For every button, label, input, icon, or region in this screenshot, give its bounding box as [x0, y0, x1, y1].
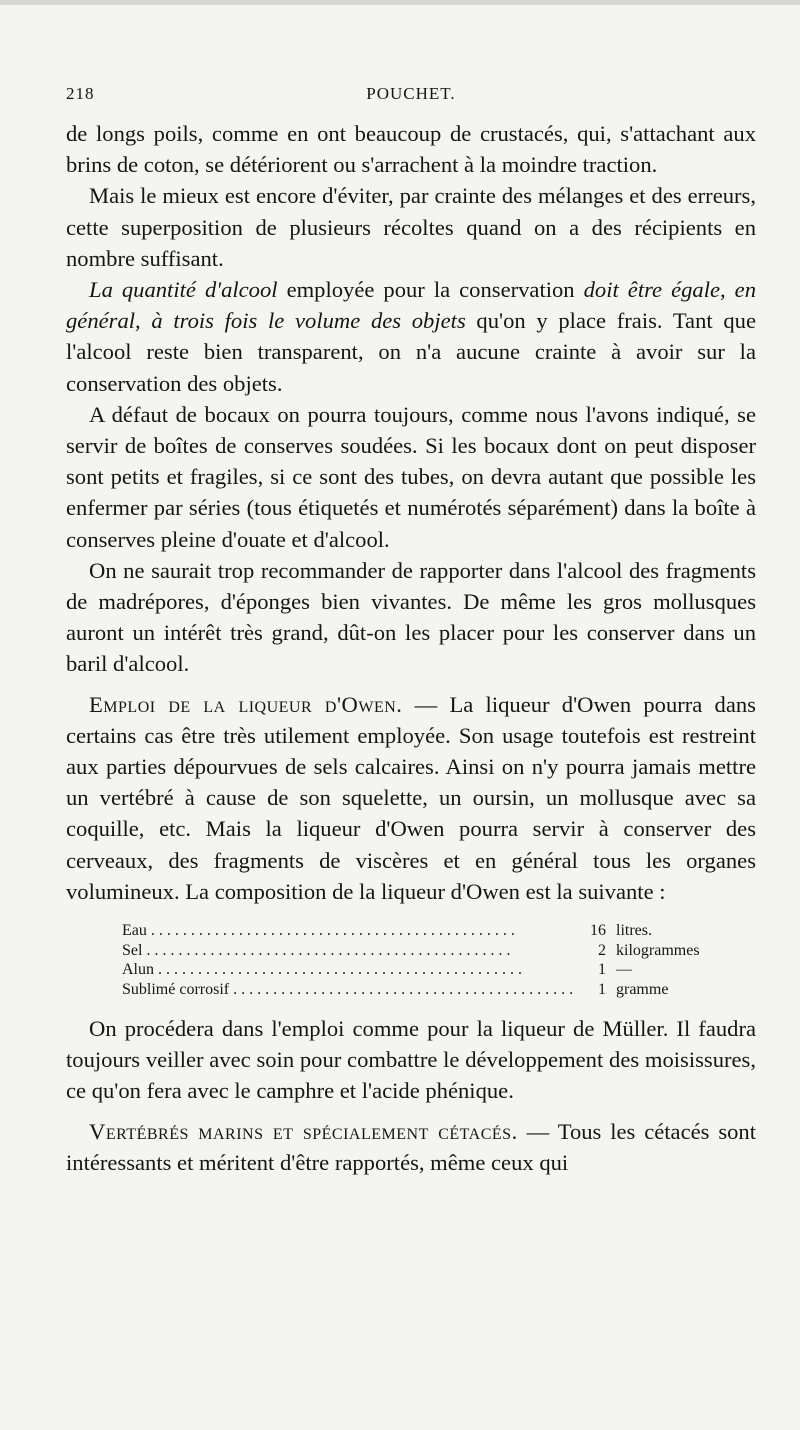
paragraph-7: On procédera dans l'emploi comme pour la liqueur de Müller. Il faudra toujours veiller avec soin pour combattre le développement des moisissures, ce qu'on fera avec le camphre et l'acide phénique. — [66, 1016, 756, 1104]
ingredient-name: Sublimé corrosif . . . — [122, 980, 574, 1000]
ingredient-unit: litres. — [616, 922, 652, 940]
body-text — [66, 118, 756, 1178]
ingredient-unit: gramme — [616, 980, 669, 998]
paragraph-3-text-1 — [196, 277, 205, 302]
paragraph-3 — [66, 274, 756, 399]
paragraph-6 — [66, 689, 756, 907]
paragraph-8 — [66, 1116, 756, 1178]
recipe-row — [122, 980, 702, 1000]
recipe-row — [122, 941, 702, 961]
recipe-row — [122, 960, 702, 980]
paragraph-4: A défaut de bocaux on pourra toujours, comme nous l'avons indiqué, se servir de boîtes de conserves soudées. Si les bocaux dont on peut disposer sont petits et fragiles, si ce sont des tubes, on devra autant que possible les enfermer par séries (tous étiquetés et numérotés séparément) dans la boîte à conserves pleine d'ouate et d'alcool. — [66, 401, 756, 552]
section-heading-cetaces: Vertébrés marins et spécialement cétacés. — [89, 1118, 518, 1144]
paragraph-1: de longs poils, comme en ont beaucoup de crustacés, qui, s'attachant aux brins de coton, se détériorent ou s'arrachent à la moindre traction. — [66, 121, 756, 178]
italic-phrase-2: d'alcool — [204, 277, 278, 303]
paragraph-8-text: — Tous les cétacés sont intéressants et méritent d'être rapportés, même ceux qui — [66, 1118, 756, 1175]
ingredient-name: Sel . . . — [122, 941, 574, 961]
recipe-row — [122, 921, 702, 941]
section-heading-owen: Emploi de la liqueur d'Owen. — [89, 691, 403, 717]
paragraph-3-text-2: employée pour la conservation — [277, 277, 584, 303]
italic-phrase-3: doit être égale, en général, à trois fois le volume des objets — [66, 277, 756, 334]
running-header — [66, 84, 756, 108]
scan-top-edge — [0, 0, 800, 5]
ingredient-quantity: 16 — [590, 922, 606, 940]
ingredient-quantity: 1 — [598, 980, 606, 998]
paragraph-2: Mais le mieux est encore d'éviter, par crainte des mélanges et des erreurs, cette superposition de plusieurs récoltes quand on a des récipients en nombre suffisant. — [66, 183, 756, 271]
ingredient-unit: kilogrammes — [616, 941, 700, 959]
italic-phrase-1: La quantité — [89, 277, 196, 303]
ingredient-quantity: 2 — [598, 941, 606, 959]
ingredient-quantity: 1 — [598, 961, 606, 979]
paragraph-6-text: — La liqueur d'Owen pourra dans certains cas être très utilement employée. Son usage toutefois est restreint aux parties dépourvues de sels calcaires. Ainsi on n'y pourra jamais mettre un vertébré à cause de son squelette, un oursin, un mollusque avec sa coquille, etc. Mais la liqueur d'Owen pourra servir à conserver des cerveaux, des fragments de viscères et en général tous les organes volumineux. La composition de la liqueur d'Owen est la suivante : — [66, 691, 756, 904]
paragraph-3-text-3: qu'on y place frais. Tant que l'alcool reste bien transparent, on n'a aucune crainte à avoir sur la conservation des objets. — [66, 308, 756, 396]
ingredient-name: Eau . . . — [122, 921, 574, 941]
ingredient-name: Alun . . . — [122, 960, 574, 980]
page-number: 218 — [66, 84, 95, 103]
recipe-table — [122, 921, 702, 999]
paragraph-5: On ne saurait trop recommander de rapporter dans l'alcool des fragments de madrépores, d'éponges bien vivantes. De même les gros mollusques auront un intérêt très grand, dût-on les placer pour les conserver dans un baril d'alcool. — [66, 557, 756, 677]
running-title: POUCHET. — [366, 84, 456, 103]
ingredient-unit: — — [616, 961, 632, 979]
